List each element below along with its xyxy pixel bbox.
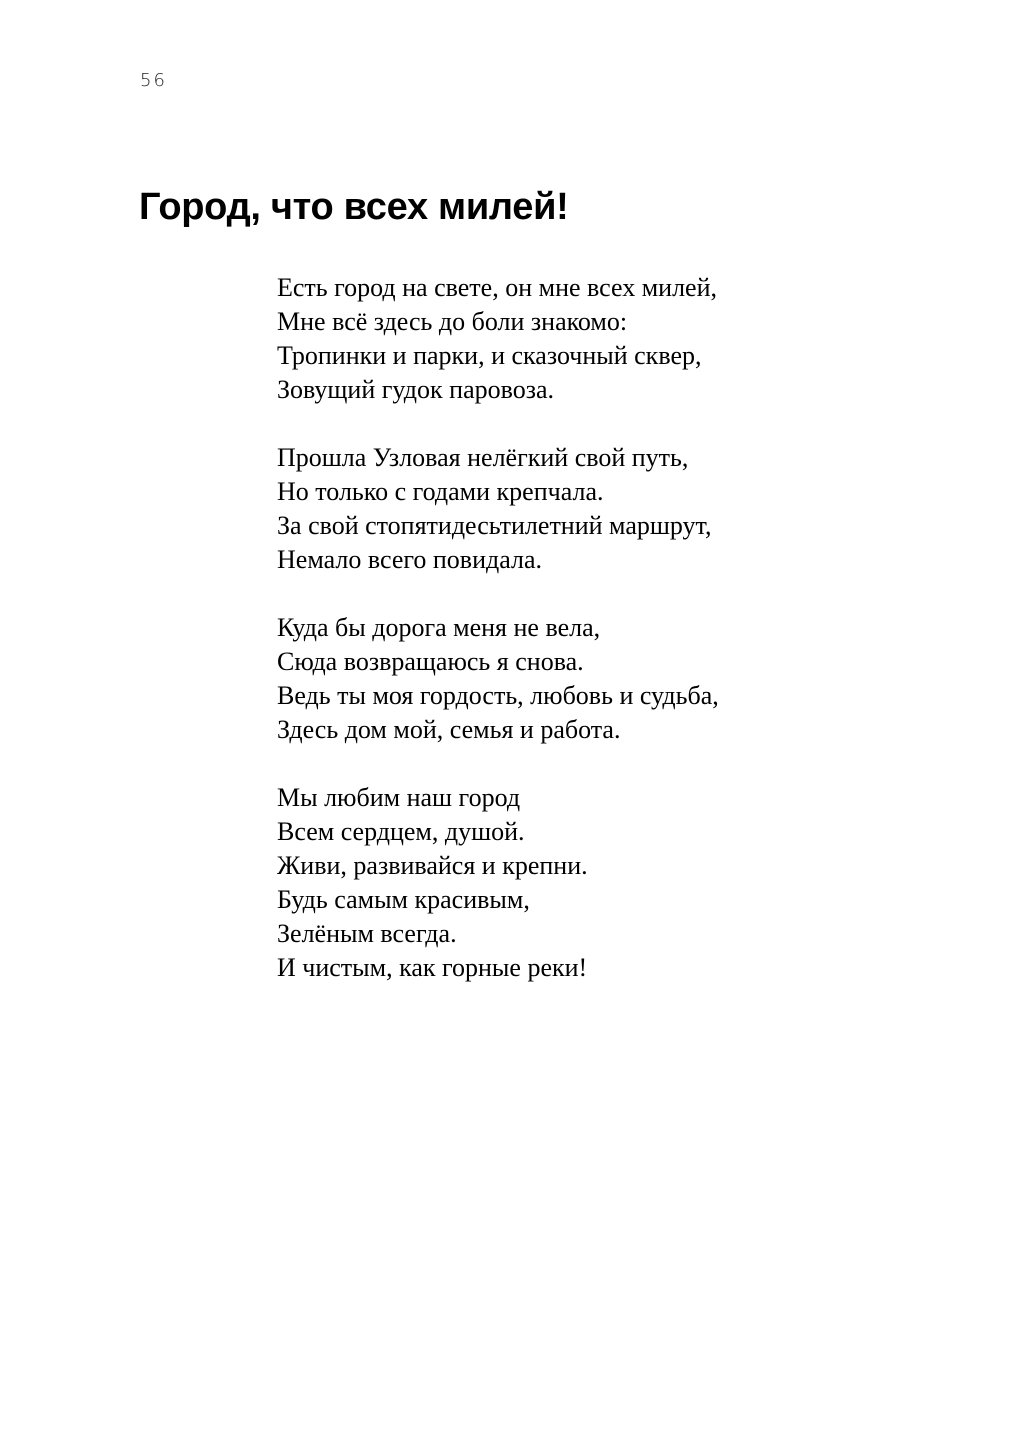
poem-body bbox=[277, 271, 719, 1019]
poem-line: Но только с годами крепчала. bbox=[277, 477, 604, 506]
poem-title: Город, что всех милей! bbox=[139, 186, 569, 228]
poem-line: Живи, развивайся и крепни. bbox=[277, 851, 588, 880]
poem-line: Куда бы дорога меня не вела, bbox=[277, 613, 601, 642]
poem-line: Мы любим наш город bbox=[277, 783, 521, 812]
stanza-1 bbox=[277, 271, 719, 407]
poem-line: Сюда возвращаюсь я снова. bbox=[277, 647, 584, 676]
poem-line: Тропинки и парки, и сказочный сквер, bbox=[277, 341, 702, 370]
page-number: 56 bbox=[140, 70, 167, 91]
poem-line: Здесь дом мой, семья и работа. bbox=[277, 715, 621, 744]
stanza-3 bbox=[277, 611, 719, 747]
poem-line: Прошла Узловая нелёгкий свой путь, bbox=[277, 443, 689, 472]
poem-line: И чистым, как горные реки! bbox=[277, 953, 588, 982]
poem-line: Мне всё здесь до боли знакомо: bbox=[277, 307, 628, 336]
poem-line: Зовущий гудок паровоза. bbox=[277, 375, 555, 404]
poem-line: Зелёным всегда. bbox=[277, 919, 457, 948]
stanza-2 bbox=[277, 441, 719, 577]
stanza-4 bbox=[277, 781, 719, 985]
poem-line: Всем сердцем, душой. bbox=[277, 817, 525, 846]
poem-line: Будь самым красивым, bbox=[277, 885, 530, 914]
poem-line: Есть город на свете, он мне всех милей, bbox=[277, 273, 717, 302]
poem-line: Немало всего повидала. bbox=[277, 545, 542, 574]
poem-line: За свой стопятидесьтилетний маршрут, bbox=[277, 511, 712, 540]
poem-line: Ведь ты моя гордость, любовь и судьба, bbox=[277, 681, 719, 710]
